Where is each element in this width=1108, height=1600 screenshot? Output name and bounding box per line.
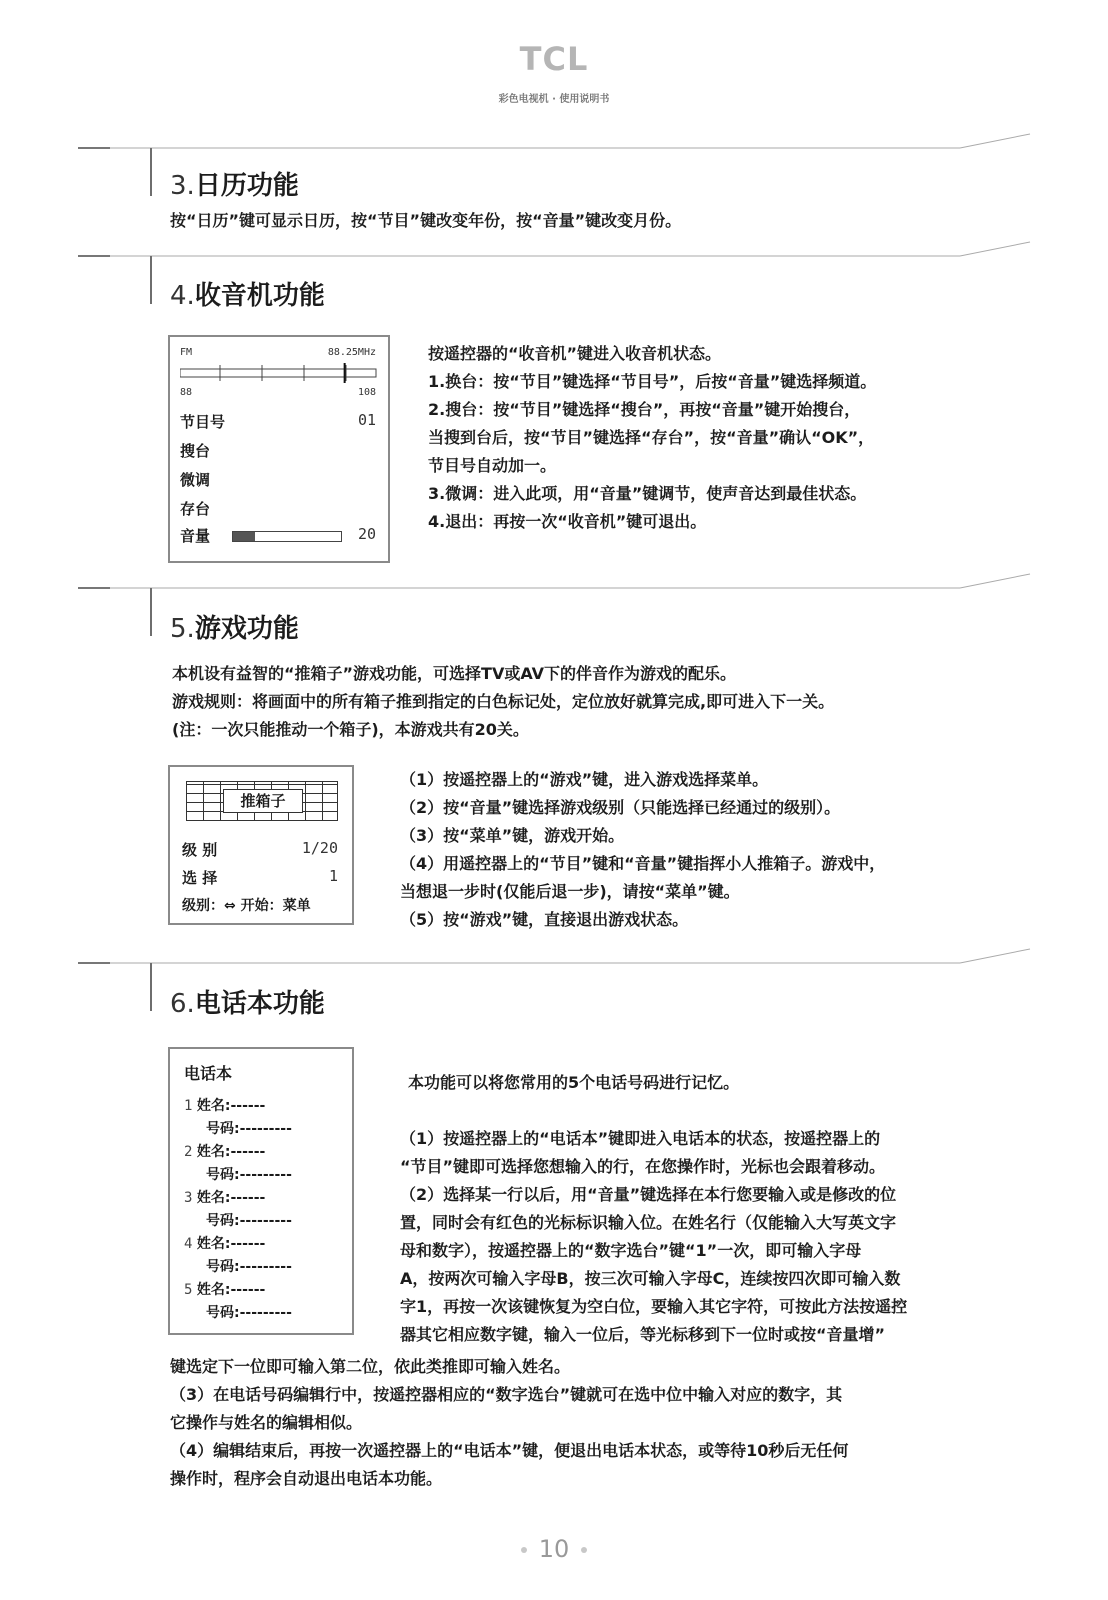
text-line: 器其它相应数字键，输入一位后，等光标移到下一位时或按“音量增” [400,1325,886,1344]
section-divider [0,238,1108,278]
section-6-intro: 本功能可以将您常用的5个电话号码进行记忆。 [408,1073,740,1092]
text-line: “节目”键即可选择您想输入的行，在您操作时，光标也会跟着移动。 [400,1157,886,1176]
instruction-line: 2.搜台：按“节目”键选择“搜台”，再按“音量”键开始搜台， [428,400,861,419]
text-line: （1）按遥控器上的“电话本”键即进入电话本的状态，按遥控器上的 [400,1129,881,1148]
instruction-line: 当搜到台后，按“节目”键选择“存台”，按“音量”确认“OK”， [428,428,875,447]
row-value-volume: 20 [357,525,376,543]
page-number: 10 [0,1535,1108,1563]
instruction-line: 1.换台：按“节目”键选择“节目号”，后按“音量”键选择频道。 [428,372,877,391]
band-label: FM [180,347,193,358]
intro-line: 本机设有益智的“推箱子”游戏功能，可选择TV或AV下的伴音作为游戏的配乐。 [172,664,737,683]
section-4-heading: 4.收音机功能 [170,281,325,311]
text-line: 母和数字），按遥控器上的“数字选台”键“1”一次，即可输入字母 [400,1241,862,1260]
row-label-search: 搜台 [180,442,211,460]
instruction-line: 3.微调：进入此项，用“音量”键调节，使声音达到最佳状态。 [428,484,867,503]
section-marker [150,256,152,304]
game-level-label: 级 别 [182,841,218,859]
section-6-side-text [400,1125,907,1349]
intro-line: 游戏规则：将画面中的所有箱子推到指定的白色标记处，定位放好就算完成,即可进入下一关。 [172,692,835,711]
entry-phone-row: 号码:--------- [206,1213,292,1229]
brick-banner [186,781,338,821]
section-5-intro [172,660,834,744]
brand-logo: TCL [519,40,589,78]
text-line: 键选定下一位即可输入第二位，依此类推即可输入姓名。 [170,1357,571,1376]
manual-subtitle: 彩色电视机 · 使用说明书 [498,94,610,105]
text-line: A，按两次可输入字母B，按三次可输入字母C，连续按四次即可输入数 [400,1269,901,1288]
section-6-full-text [170,1353,848,1493]
section-4-instructions [428,340,876,536]
step-line: （5）按“游戏”键，直接退出游戏状态。 [400,910,689,929]
section-marker [150,963,152,1011]
step-line: （4）用遥控器上的“节目”键和“音量”键指挥小人推箱子。游戏中， [400,854,886,873]
entry-name-row: 1 姓名:------ [184,1098,266,1114]
section-5-steps [400,766,885,934]
entry-phone-row: 号码:--------- [206,1259,292,1275]
entry-phone-row: 号码:--------- [206,1305,292,1321]
tuning-scale [180,363,378,385]
section-divider [0,945,1108,985]
intro-line: (注：一次只能推动一个箱子)，本游戏共有20关。 [172,720,529,739]
section-marker [150,148,152,196]
row-label-store: 存台 [180,500,211,518]
section-3-text: 按“日历”键可显示日历，按“节目”键改变年份，按“音量”键改变月份。 [170,211,682,230]
game-select-label: 选 择 [182,869,218,887]
text-line: 它操作与姓名的编辑相似。 [170,1413,363,1432]
radio-screen-illustration [168,335,390,563]
text-line: 置，同时会有红色的光标标识输入位。在姓名行（仅能输入大写英文字 [400,1213,897,1232]
instruction-line: 按遥控器的“收音机”键进入收音机状态。 [428,344,722,363]
frequency-readout: 88.25MHz [327,347,376,358]
volume-bar-fill [233,532,255,541]
text-line: （2）选择某一行以后，用“音量”键选择在本行您要输入或是修改的位 [400,1185,897,1204]
section-3-heading: 3.日历功能 [170,171,299,201]
phonebook-title: 电话本 [184,1064,233,1083]
game-hint: 级别：⇔ 开始：菜单 [182,898,311,914]
row-label-finetune: 微调 [180,471,211,489]
game-select-value: 1 [328,867,338,885]
entry-phone-row: 号码:--------- [206,1121,292,1137]
step-line: （3）按“菜单”键，游戏开始。 [400,826,625,845]
scale-min: 88 [180,387,193,398]
scale-max: 108 [357,387,376,398]
phonebook-entries [184,1095,292,1325]
step-line: 当想退一步时(仅能后退一步)，请按“菜单”键。 [400,882,740,901]
step-line: （2）按“音量”键选择游戏级别（只能选择已经通过的级别）。 [400,798,841,817]
section-5-heading: 5.游戏功能 [170,614,299,644]
volume-bar [232,531,342,542]
instruction-line: 节目号自动加一。 [428,456,557,475]
entry-name-row: 3 姓名:------ [184,1190,266,1206]
page-dot-left [521,1547,527,1553]
game-title: 推箱子 [223,789,303,813]
entry-name-row: 5 姓名:------ [184,1282,266,1298]
row-label-volume: 音量 [180,527,211,545]
page-dot-right [581,1547,587,1553]
game-screen-illustration [168,765,354,925]
section-divider [0,130,1108,170]
row-value-program: 01 [357,411,376,429]
entry-phone-row: 号码:--------- [206,1167,292,1183]
text-line: （3）在电话号码编辑行中，按遥控器相应的“数字选台”键就可在选中位中输入对应的数字，其 [170,1385,843,1404]
instruction-line: 4.退出：再按一次“收音机”键可退出。 [428,512,707,531]
entry-name-row: 2 姓名:------ [184,1144,266,1160]
text-line: 操作时，程序会自动退出电话本功能。 [170,1469,443,1488]
step-line: （1）按遥控器上的“游戏”键，进入游戏选择菜单。 [400,770,769,789]
game-level-value: 1/20 [301,839,338,857]
row-label-program: 节目号 [180,413,226,431]
text-line: （4）编辑结束后，再按一次遥控器上的“电话本”键，便退出电话本状态，或等待10秒后无任何 [170,1441,849,1460]
section-divider [0,570,1108,610]
phonebook-screen-illustration [168,1047,354,1335]
section-marker [150,588,152,636]
text-line: 字1，再按一次该键恢复为空白位，要输入其它字符，可按此方法按遥控 [400,1297,908,1316]
entry-name-row: 4 姓名:------ [184,1236,266,1252]
section-6-heading: 6.电话本功能 [170,989,325,1019]
